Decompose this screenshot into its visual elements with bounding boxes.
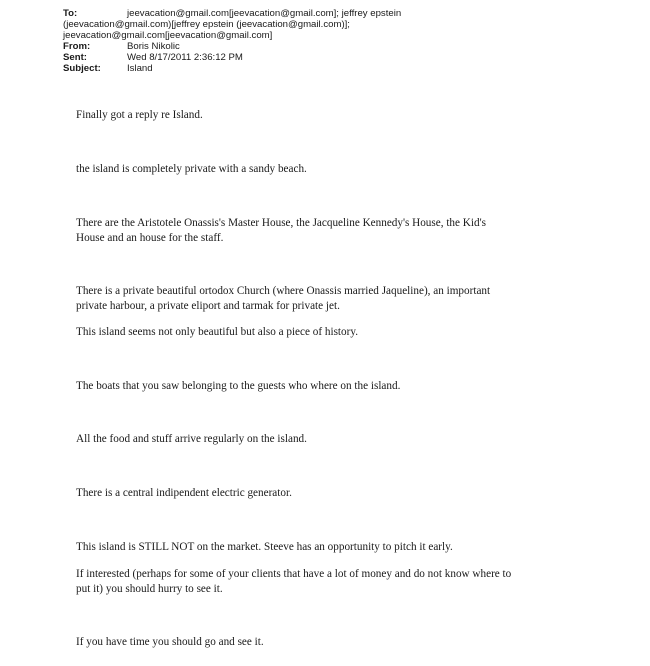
body-line: If interested (perhaps for some of your clients that have a lot of money and do not know where to bbox=[76, 568, 512, 580]
to-value-continued: jeevacation@gmail.com[jeevacation@gmail.com] bbox=[63, 30, 273, 41]
to-value-continued: (jeevacation@gmail.com)[jeffrey epstein (jeevacation@gmail.com)]; bbox=[63, 19, 350, 30]
to-row bbox=[63, 8, 623, 19]
body-line: put it) you should hurry to see it. bbox=[76, 583, 223, 595]
subject-row bbox=[63, 63, 623, 74]
body-line: There are the Aristotele Onassis's Master House, the Jacqueline Kennedy's House, the Kid's bbox=[76, 217, 486, 229]
body-line: private harbour, a private eliport and tarmak for private jet. bbox=[76, 300, 340, 312]
sent-value: Wed 8/17/2011 2:36:12 PM bbox=[127, 52, 243, 63]
subject-value: Island bbox=[127, 63, 153, 74]
body-line: There is a private beautiful ortodox Church (where Onassis married Jaqueline), an important bbox=[76, 285, 491, 297]
from-label: From: bbox=[63, 41, 91, 52]
body-paragraph: This island seems not only beautiful but also a piece of history. bbox=[76, 326, 359, 338]
body-paragraph: the island is completely private with a sandy beach. bbox=[76, 163, 307, 175]
sent-row bbox=[63, 52, 623, 63]
body-paragraph: Finally got a reply re Island. bbox=[76, 109, 203, 121]
to-label: To: bbox=[63, 8, 78, 19]
subject-label: Subject: bbox=[63, 63, 101, 74]
body-paragraph: If you have time you should go and see it. bbox=[76, 636, 264, 648]
body-paragraph bbox=[76, 216, 576, 246]
from-row bbox=[63, 41, 623, 52]
body-paragraph bbox=[76, 284, 576, 314]
body-paragraph: There is a central indipendent electric generator. bbox=[76, 487, 292, 499]
to-value: jeevacation@gmail.com[jeevacation@gmail.com]; jeffrey epstein bbox=[127, 8, 402, 19]
body-paragraph: The boats that you saw belonging to the guests who where on the island. bbox=[76, 380, 401, 392]
from-value: Boris Nikolic bbox=[127, 41, 180, 52]
body-paragraph: All the food and stuff arrive regularly on the island. bbox=[76, 433, 307, 445]
body-paragraph bbox=[76, 567, 576, 597]
email-header bbox=[63, 8, 623, 74]
body-paragraph: This island is STILL NOT on the market. Steeve has an opportunity to pitch it early. bbox=[76, 541, 453, 553]
body-line: House and an house for the staff. bbox=[76, 232, 224, 244]
sent-label: Sent: bbox=[63, 52, 87, 63]
